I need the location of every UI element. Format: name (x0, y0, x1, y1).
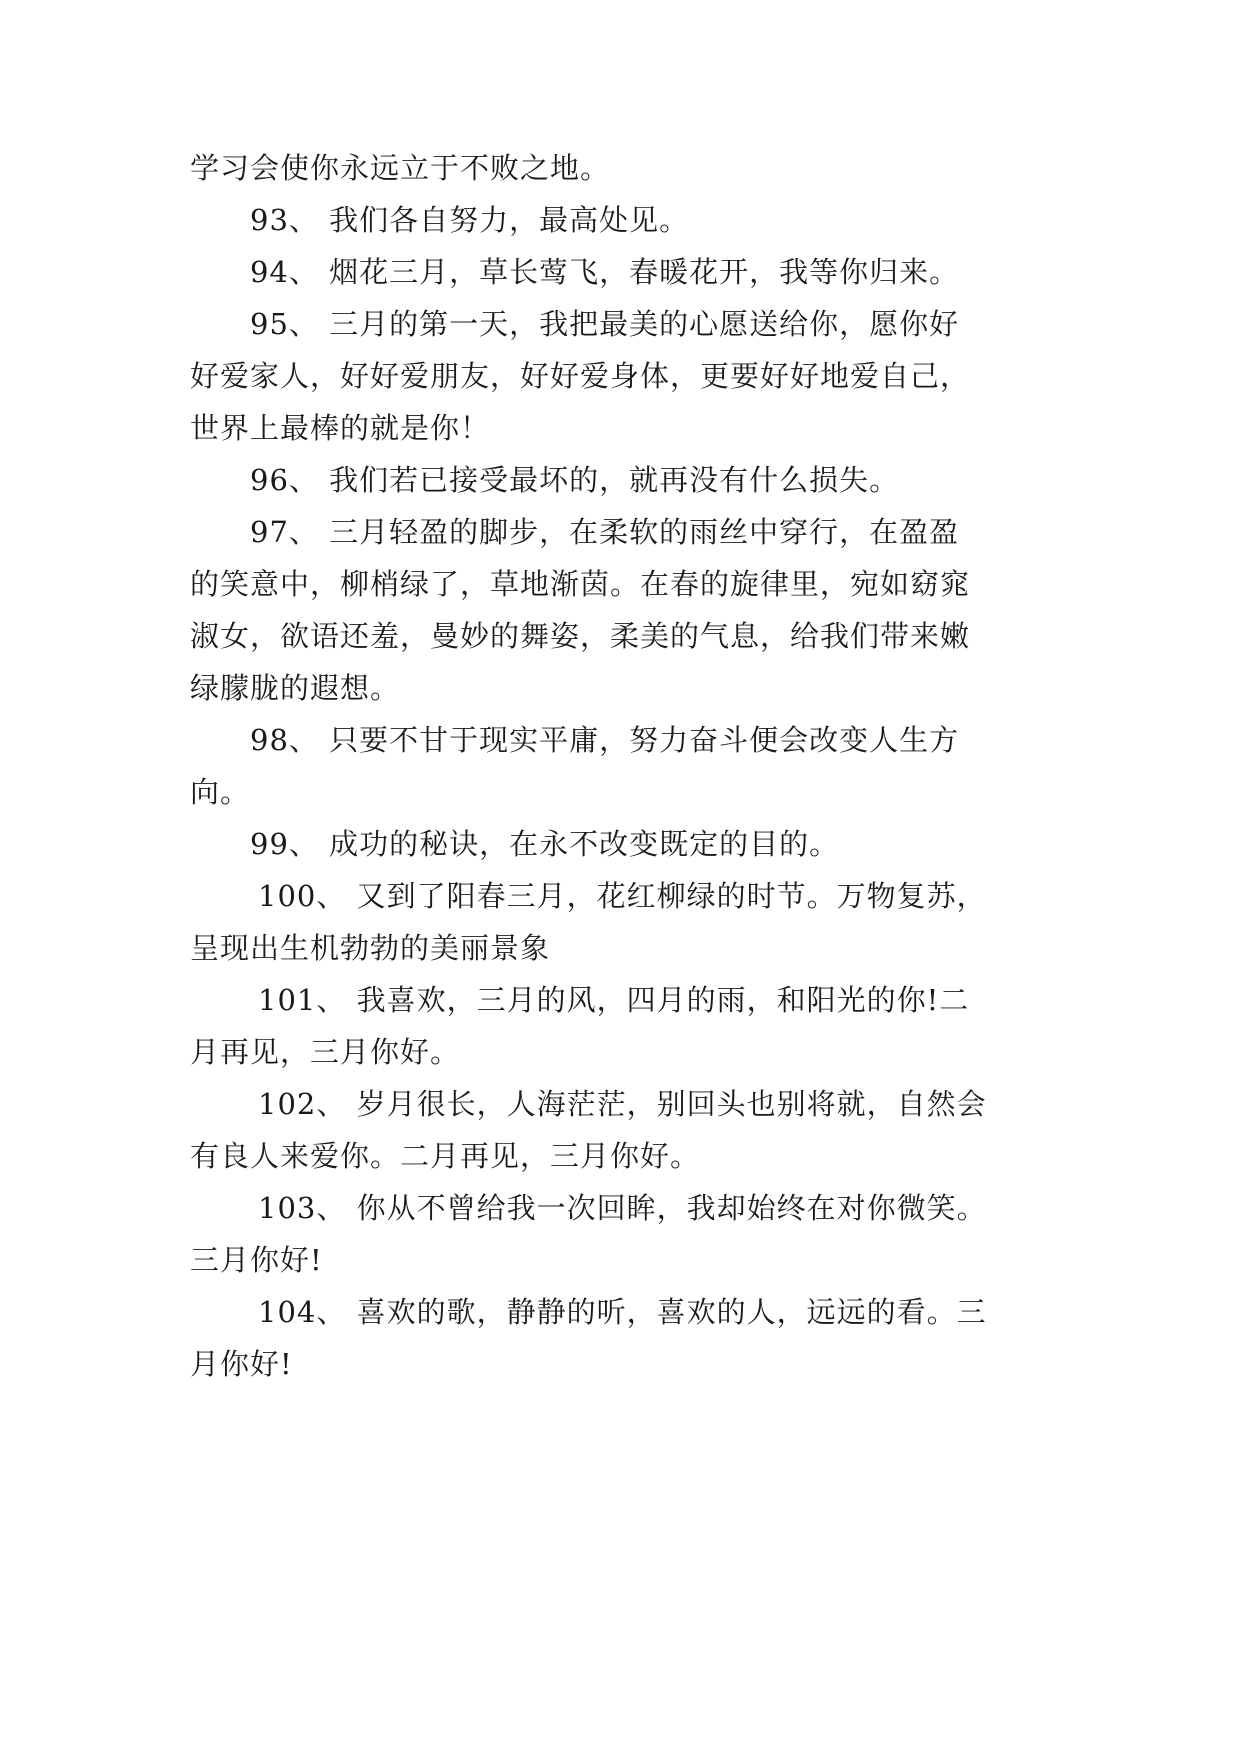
text-line: 月你好! (190, 1347, 293, 1381)
list-item-94: 94、 烟花三月，草长莺飞，春暖花开，我等你归来。 (250, 255, 960, 289)
list-item-96: 96、 我们若已接受最坏的，就再没有什么损失。 (250, 463, 900, 497)
text-line: 的笑意中，柳梢绿了，草地渐茵。在春的旋律里，宛如窈窕 (190, 567, 971, 601)
text-line: 有良人来爱你。二月再见，三月你好。 (190, 1139, 701, 1173)
text-line: 月再见，三月你好。 (190, 1035, 461, 1069)
text-line: 世界上最棒的就是你！ (190, 411, 491, 445)
text-line: 淑女，欲语还羞，曼妙的舞姿，柔美的气息，给我们带来嫩 (190, 619, 971, 653)
list-item-99: 99、 成功的秘诀，在永不改变既定的目的。 (250, 827, 840, 861)
list-item-98: 98、 只要不甘于现实平庸，努力奋斗便会改变人生方 (250, 723, 960, 757)
text-line: 三月你好! (190, 1243, 323, 1277)
text-line: 向。 (190, 775, 251, 809)
text-line: 学习会使你永远立于不败之地。 (190, 151, 611, 185)
list-item-93: 93、 我们各自努力，最高处见。 (250, 203, 690, 237)
text-line: 呈现出生机勃勃的美丽景象 (190, 931, 551, 965)
list-item-95: 95、 三月的第一天，我把最美的心愿送给你，愿你好 (250, 307, 960, 341)
list-item-104: 104、 喜欢的歌，静静的听，喜欢的人，远远的看。三 (258, 1295, 987, 1329)
list-item-97: 97、 三月轻盈的脚步，在柔软的雨丝中穿行，在盈盈 (250, 515, 960, 549)
list-item-102: 102、 岁月很长，人海茫茫，别回头也别将就，自然会 (258, 1087, 987, 1121)
text-line: 好爱家人，好好爱朋友，好好爱身体，更要好好地爱自己， (190, 359, 971, 393)
list-item-101: 101、 我喜欢，三月的风，四月的雨，和阳光的你!二 (258, 983, 970, 1017)
list-item-103: 103、 你从不曾给我一次回眸，我却始终在对你微笑。 (258, 1191, 987, 1225)
list-item-100: 100、 又到了阳春三月，花红柳绿的时节。万物复苏， (258, 879, 987, 913)
text-line: 绿朦胧的遐想。 (190, 671, 401, 705)
